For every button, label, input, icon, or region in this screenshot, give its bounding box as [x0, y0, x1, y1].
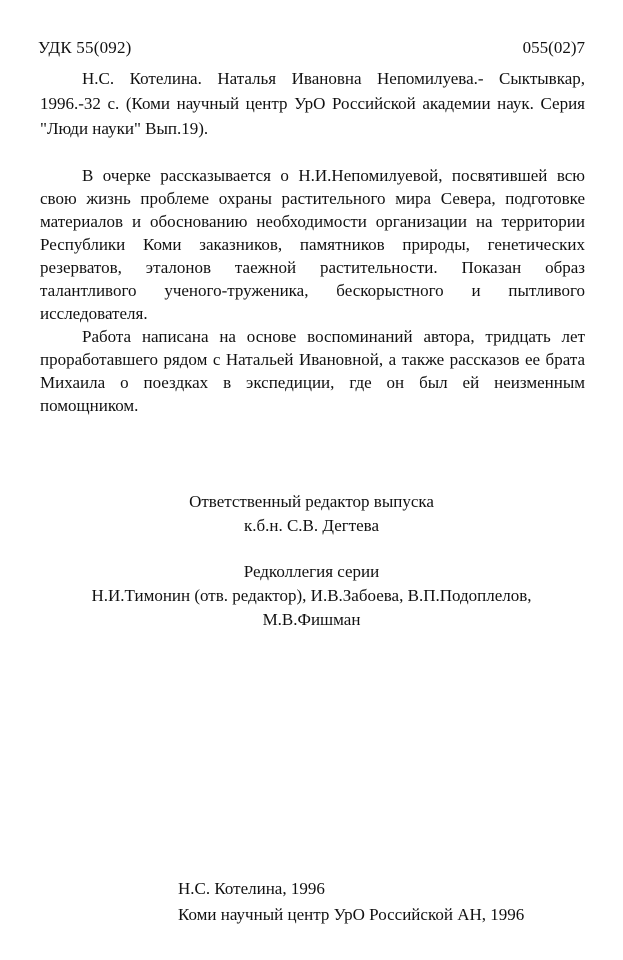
- responsible-editor-label: Ответственный редактор выпуска: [189, 492, 434, 511]
- editorial-board-label: Редколлегия серии: [243, 562, 380, 581]
- editors-section: [0, 490, 623, 632]
- editorial-board-members-continued: М.В.Фишман: [262, 610, 361, 629]
- responsible-editor-name: к.б.н. С.В. Дегтева: [243, 516, 380, 535]
- copyright-publisher: Коми научный центр УрО Российской АН, 1996: [178, 905, 525, 924]
- classification-code: 055(02)7: [522, 38, 585, 57]
- editorial-board-members: Н.И.Тимонин (отв. редактор), И.В.Забоева, В.П.Подоплелов,: [91, 586, 532, 605]
- abstract-paragraph: В очерке рассказывается о Н.И.Непомилуевой, посвятившей всю свою жизнь проблеме охраны растительного мира Севера, подготовке материалов и обоснованию необходимости организации на территории Республики Коми заказников, памятников природы, генетических резерватов, эталонов таежной растительности. Показан образ талантливого ученого-труженика, бескорыстного и пытливого исследователя.: [40, 166, 585, 323]
- udk-code: УДК 55(092): [38, 38, 132, 57]
- bibliographic-description: Н.С. Котелина. Наталья Ивановна Непомилуева.- Сыктывкар, 1996.-32 с. (Коми научный центр УрО Российской академии наук. Серия "Люди науки" Вып.19).: [40, 69, 585, 138]
- copyright-author: Н.С. Котелина, 1996: [178, 879, 325, 898]
- copyright-block: [178, 876, 524, 928]
- abstract: [40, 164, 585, 417]
- abstract-paragraph: Работа написана на основе воспоминаний автора, тридцать лет проработавшего рядом с Натальей Ивановной, а также рассказов ее брата Михаила о поездках в экспедиции, где он был ей неизменным помощником.: [40, 327, 585, 415]
